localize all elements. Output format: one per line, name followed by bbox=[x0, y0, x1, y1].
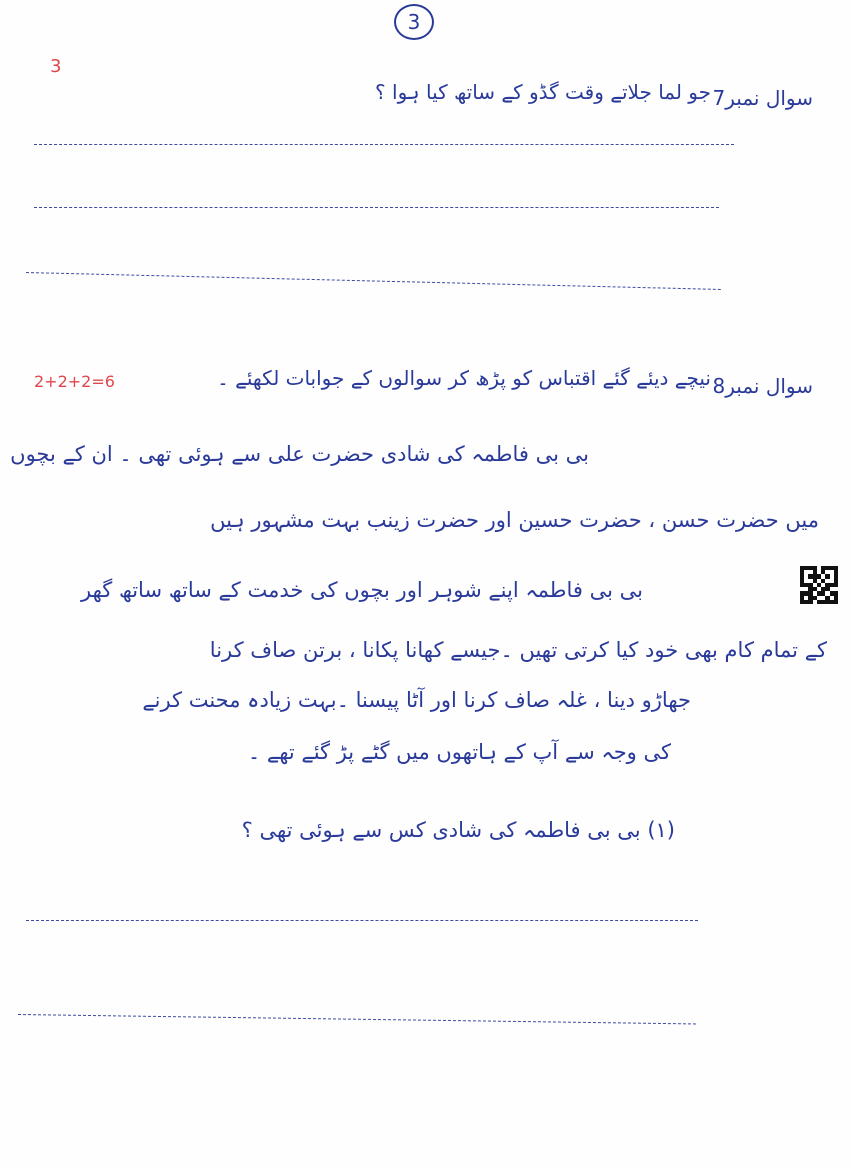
page-number: 3 bbox=[394, 4, 434, 40]
sub-question: (۱) بی بی فاطمہ کی شادی کس سے ہوئی تھی ؟ bbox=[241, 818, 675, 842]
question8-score: 2+2+2=6 bbox=[34, 372, 115, 391]
question8-instruction: نیچے دیئے گئے اقتباس کو پڑھ کر سوالوں کے جوابات لکھئے ۔ bbox=[217, 366, 711, 390]
passage-line: جھاڑو دینا ، غلہ صاف کرنا اور آٹا پیسنا ۔بہت زیادہ محنت کرنے bbox=[142, 688, 691, 712]
question7-text: جو لما جلاتے وقت گڈو کے ساتھ کیا ہوا ؟ bbox=[375, 80, 711, 104]
answer-line bbox=[26, 920, 698, 921]
answer-line bbox=[26, 272, 721, 290]
passage-line: میں حضرت حسن ، حضرت حسین اور حضرت زینب بہت مشہور ہیں bbox=[210, 508, 819, 532]
qr-code-icon bbox=[800, 566, 838, 604]
passage-line: کی وجہ سے آپ کے ہاتھوں میں گٹے پڑ گئے تھے ۔ bbox=[247, 740, 671, 764]
question7-label: سوال نمبر7 bbox=[712, 86, 813, 110]
question7-score: 3 bbox=[50, 56, 62, 77]
answer-line bbox=[18, 1014, 696, 1024]
answer-line bbox=[34, 144, 734, 145]
answer-line bbox=[34, 207, 719, 208]
passage-line: بی بی فاطمہ کی شادی حضرت علی سے ہوئی تھی ۔ ان کے بچوں bbox=[10, 442, 589, 466]
passage-line: کے تمام کام بھی خود کیا کرتی تھیں ۔جیسے کھانا پکانا ، برتن صاف کرنا bbox=[209, 638, 827, 662]
passage-line: بی بی فاطمہ اپنے شوہر اور بچوں کی خدمت کے ساتھ ساتھ گھر bbox=[81, 578, 643, 602]
question8-label: سوال نمبر8 bbox=[712, 374, 813, 398]
